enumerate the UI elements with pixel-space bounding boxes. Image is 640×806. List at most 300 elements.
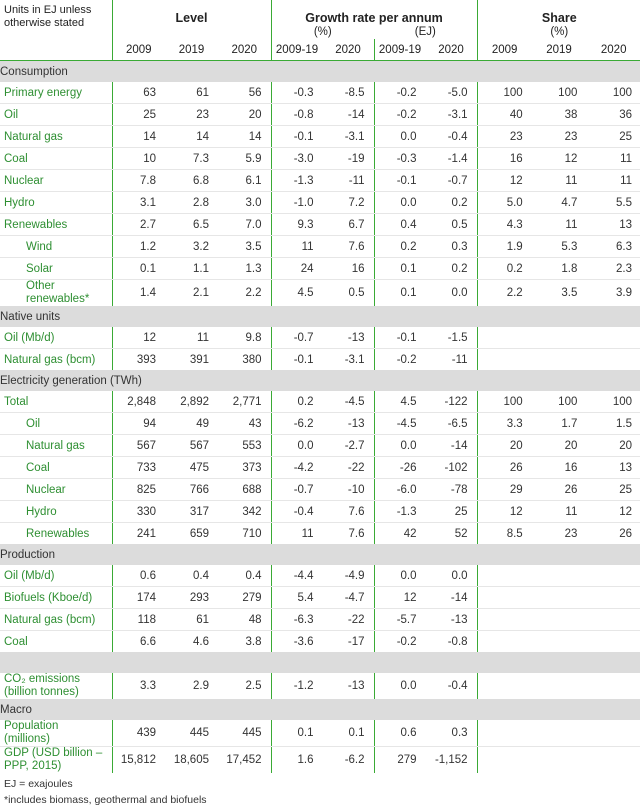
table-cell: 11 (165, 327, 218, 349)
table-cell: -3.6 (271, 631, 323, 653)
table-cell: 393 (112, 349, 165, 371)
table-cell: -0.3 (374, 148, 426, 170)
table-cell: -4.4 (271, 565, 323, 587)
table-cell: -26 (374, 457, 426, 479)
table-cell: -11 (451, 353, 468, 366)
table-cell: 825 (112, 479, 165, 501)
table-cell (532, 747, 587, 774)
table-cell: 12 (586, 501, 640, 523)
table-cell (586, 747, 640, 774)
row-label: GDP (USD billion – PPP, 2015) (4, 747, 103, 772)
row-label: Oil (Mb/d) (0, 565, 112, 587)
table-cell: 3.1 (112, 192, 165, 214)
table-cell: -5.7 (374, 609, 426, 631)
table-cell: 241 (112, 523, 165, 545)
table-cell: 25 (112, 104, 165, 126)
table-cell: -22 (323, 609, 375, 631)
table-cell: -3.1 (344, 353, 365, 366)
table-cell: 61 (165, 609, 218, 631)
table-cell: 6.5 (165, 214, 218, 236)
table-cell: 0.0 (374, 435, 426, 457)
table-cell: 1.4 (112, 280, 165, 307)
table-cell: 38 (532, 104, 587, 126)
row-label: Natural gas (bcm) (0, 609, 112, 631)
table-cell (532, 673, 587, 699)
table-cell: 100 (586, 82, 640, 104)
table-cell (477, 587, 532, 609)
units-note: Units in EJ unless otherwise stated (0, 0, 112, 61)
table-cell: 0.0 (374, 673, 426, 699)
table-cell: 1.3 (218, 258, 271, 280)
table-cell: 1.9 (477, 236, 532, 258)
table-cell (586, 349, 640, 371)
table-cell: 7.6 (323, 501, 375, 523)
table-cell: -1.3 (271, 170, 323, 192)
row-label: Primary energy (0, 82, 112, 104)
footnote-renewables: *includes biomass, geothermal and biofuels (4, 794, 207, 806)
table-cell: 0.1 (271, 720, 323, 747)
table-row (0, 457, 640, 479)
table-cell: 0.5 (348, 287, 365, 299)
table-row (0, 214, 640, 236)
table-row (0, 587, 640, 609)
table-cell: 9.3 (271, 214, 323, 236)
footnotes (0, 778, 640, 806)
growth-pct-subheader: (%) (271, 25, 374, 39)
table-cell: 373 (218, 457, 271, 479)
table-cell: 2.9 (193, 680, 209, 692)
row-label: Nuclear (0, 170, 112, 192)
table-cell: 7.3 (165, 148, 218, 170)
table-cell (532, 609, 587, 631)
table-cell: -0.7 (426, 170, 478, 192)
year-header: 2020 (586, 39, 640, 61)
table-cell (532, 565, 587, 587)
table-cell: 317 (165, 501, 218, 523)
table-cell: 100 (477, 391, 532, 413)
table-cell: -1,152 (434, 754, 468, 766)
table-cell: 710 (242, 527, 262, 540)
section-header: Electricity generation (TWh) (0, 370, 640, 391)
row-label: Biofuels (Kboe/d) (0, 587, 112, 609)
table-cell: -1.3 (374, 501, 426, 523)
table-cell: 6.6 (112, 631, 165, 653)
table-cell: -0.3 (271, 82, 323, 104)
table-cell: 3.3 (112, 673, 165, 699)
section-spacer (0, 652, 640, 673)
table-cell: -10 (323, 479, 375, 501)
row-label: Hydro (0, 192, 112, 214)
row-label: Natural gas (0, 126, 112, 148)
table-cell: 2.3 (586, 258, 640, 280)
table-cell: 2,892 (165, 391, 218, 413)
table-cell: 26 (532, 479, 587, 501)
table-row (0, 327, 640, 349)
table-cell: 25 (426, 501, 478, 523)
table-cell: 330 (112, 501, 165, 523)
table-cell: 18,605 (173, 754, 209, 766)
table-cell: -19 (323, 148, 375, 170)
table-cell: 174 (112, 587, 165, 609)
growth-header: Growth rate per annum (271, 0, 477, 25)
table-cell: -13 (323, 413, 375, 435)
table-cell (586, 609, 640, 631)
row-label: Other renewables* (26, 280, 90, 305)
table-cell: 8.5 (477, 523, 532, 545)
table-row (0, 82, 640, 104)
table-cell: -0.1 (271, 349, 323, 371)
table-cell: 733 (112, 457, 165, 479)
table-cell: -6.2 (271, 413, 323, 435)
table-cell: -1.2 (271, 673, 323, 699)
table-cell: 3.9 (616, 287, 633, 299)
table-cell: 61 (165, 82, 218, 104)
table-cell: 7.8 (112, 170, 165, 192)
table-cell: 23 (564, 527, 578, 540)
table-cell: 4.5 (271, 280, 323, 307)
table-cell: -4.9 (323, 565, 375, 587)
table-row (0, 258, 640, 280)
table-cell: 2,848 (112, 391, 165, 413)
table-cell: -6.3 (271, 609, 323, 631)
table-cell (477, 349, 532, 371)
row-label: Natural gas (0, 435, 112, 457)
table-cell: 6.3 (586, 236, 640, 258)
table-cell: -1.5 (426, 327, 478, 349)
table-cell: 2.5 (245, 680, 262, 692)
table-cell: -14 (426, 587, 478, 609)
table-row (0, 501, 640, 523)
table-cell: 279 (218, 587, 271, 609)
table-cell: 1.7 (532, 413, 587, 435)
table-cell: 13 (586, 457, 640, 479)
year-header: 2009 (112, 39, 165, 61)
table-cell: 0.2 (426, 258, 478, 280)
table-cell: 16 (532, 457, 587, 479)
table-cell: -17 (347, 635, 365, 648)
table-cell: 3.2 (165, 236, 218, 258)
table-cell: -1.0 (271, 192, 323, 214)
table-cell: 42 (374, 523, 426, 545)
table-cell (586, 327, 640, 349)
table-cell: 4.3 (477, 214, 532, 236)
table-cell: -14 (323, 104, 375, 126)
year-header: 2009-19 (374, 39, 426, 61)
table-cell: 29 (477, 479, 532, 501)
table-row (0, 126, 640, 148)
table-cell: 100 (532, 391, 587, 413)
table-cell: 43 (218, 413, 271, 435)
table-cell: 3.0 (218, 192, 271, 214)
table-cell: -13 (323, 327, 375, 349)
row-label: Coal (4, 635, 28, 648)
row-label: Solar (0, 258, 112, 280)
share-pct-subheader: (%) (477, 25, 640, 39)
table-cell: -1.4 (426, 148, 478, 170)
year-header: 2019 (165, 39, 218, 61)
table-cell (586, 631, 640, 653)
table-cell: 0.2 (271, 391, 323, 413)
table-cell: 14 (112, 126, 165, 148)
year-header: 2020 (426, 39, 478, 61)
table-cell: 0.2 (477, 258, 532, 280)
section-header: Consumption (0, 61, 640, 83)
table-cell: 2.2 (245, 287, 262, 299)
table-cell (477, 673, 532, 699)
table-cell (532, 587, 587, 609)
table-cell: 3.5 (218, 236, 271, 258)
table-cell: 11 (532, 170, 587, 192)
table-cell: 6.1 (218, 170, 271, 192)
table-cell: 475 (165, 457, 218, 479)
table-cell: 2.8 (165, 192, 218, 214)
table-cell: 49 (165, 413, 218, 435)
table-cell: 445 (218, 720, 271, 747)
table-row (0, 747, 640, 774)
table-cell: -4.2 (271, 457, 323, 479)
table-cell: 14 (165, 126, 218, 148)
table-cell: 5.3 (532, 236, 587, 258)
level-header: Level (112, 0, 271, 25)
table-cell (477, 565, 532, 587)
table-cell: 659 (189, 527, 209, 540)
table-row (0, 673, 640, 699)
footnote-ej: EJ = exajoules (4, 778, 73, 790)
table-cell: 11 (532, 501, 587, 523)
table-cell: -0.2 (374, 631, 426, 653)
table-cell: -0.4 (426, 126, 478, 148)
table-row (0, 170, 640, 192)
table-cell: 567 (112, 435, 165, 457)
table-cell: -6.2 (344, 754, 365, 766)
table-cell: -0.8 (447, 635, 468, 648)
table-cell: 20 (532, 435, 587, 457)
table-cell: 12 (477, 170, 532, 192)
table-cell (586, 673, 640, 699)
table-cell: 1.5 (586, 413, 640, 435)
table-cell: -0.7 (271, 327, 323, 349)
table-cell: 766 (165, 479, 218, 501)
table-row (0, 236, 640, 258)
table-cell (477, 609, 532, 631)
table-cell (477, 327, 532, 349)
table-cell: 6.8 (165, 170, 218, 192)
row-label: Population (millions) (0, 720, 112, 747)
table-cell: 12 (532, 148, 587, 170)
table-cell: 4.5 (374, 391, 426, 413)
table-cell (586, 587, 640, 609)
table-row (0, 609, 640, 631)
table-cell (532, 631, 587, 653)
table-cell: 36 (586, 104, 640, 126)
row-label: Renewables (0, 214, 112, 236)
row-label: Hydro (0, 501, 112, 523)
table-cell: 4.7 (532, 192, 587, 214)
table-cell: 1.2 (112, 236, 165, 258)
row-label: Coal (0, 148, 112, 170)
table-cell: 553 (218, 435, 271, 457)
table-cell: 0.4 (374, 214, 426, 236)
table-cell: 11 (271, 523, 323, 545)
table-cell: -0.4 (271, 501, 323, 523)
table-cell: 94 (112, 413, 165, 435)
table-cell (532, 349, 587, 371)
table-row (0, 565, 640, 587)
table-cell: -2.7 (323, 435, 375, 457)
table-row (0, 148, 640, 170)
table-row (0, 413, 640, 435)
table-row (0, 349, 640, 371)
table-cell: 3.8 (245, 635, 262, 648)
table-cell: 11 (586, 148, 640, 170)
year-header: 2009-19 (271, 39, 323, 61)
table-cell: 25 (586, 479, 640, 501)
table-cell: 5.0 (477, 192, 532, 214)
table-cell: -13 (347, 680, 365, 692)
table-cell: 12 (477, 501, 532, 523)
table-cell: 20 (477, 435, 532, 457)
table-row (0, 104, 640, 126)
table-row (0, 280, 640, 307)
table-cell: 0.1 (112, 258, 165, 280)
table-cell (477, 631, 532, 653)
table-cell: 293 (165, 587, 218, 609)
table-cell: -8.5 (323, 82, 375, 104)
table-cell: -3.1 (426, 104, 478, 126)
table-cell: -0.2 (374, 82, 426, 104)
table-cell: -5.0 (426, 82, 478, 104)
table-cell: 12 (112, 327, 165, 349)
table-cell: 380 (242, 353, 262, 366)
table-cell: 0.5 (426, 214, 478, 236)
table-cell (586, 720, 640, 747)
table-cell: 445 (165, 720, 218, 747)
table-cell: 5.5 (586, 192, 640, 214)
table-cell: 0.0 (374, 126, 426, 148)
table-cell: 2.7 (112, 214, 165, 236)
table-cell: 0.6 (112, 565, 165, 587)
table-cell: 11 (532, 214, 587, 236)
table-cell: 439 (112, 720, 165, 747)
table-cell: 23 (165, 104, 218, 126)
table-cell: -0.8 (271, 104, 323, 126)
table-cell: 4.6 (193, 635, 209, 648)
table-cell: 0.0 (374, 565, 426, 587)
table-cell: 24 (271, 258, 323, 280)
table-cell: 0.3 (426, 720, 478, 747)
year-header: 2020 (218, 39, 271, 61)
table-cell: -14 (426, 435, 478, 457)
table-cell: -0.1 (374, 327, 426, 349)
table-cell: 1.6 (271, 747, 323, 774)
table-cell: 10 (112, 148, 165, 170)
table-cell (477, 720, 532, 747)
table-cell: 0.4 (218, 565, 271, 587)
table-cell: 0.1 (374, 258, 426, 280)
level-subheader-empty (112, 25, 271, 39)
row-label: Oil (0, 104, 112, 126)
table-cell: 15,812 (112, 747, 165, 774)
table-cell: 9.8 (218, 327, 271, 349)
table-cell: 13 (586, 214, 640, 236)
table-cell: 2,771 (218, 391, 271, 413)
table-cell: 279 (374, 747, 426, 774)
row-label: Natural gas (bcm) (4, 353, 96, 366)
section-header: Macro (0, 699, 640, 720)
table-cell: 5.4 (271, 587, 323, 609)
table-cell: -78 (426, 479, 478, 501)
table-cell: 3.5 (561, 287, 578, 299)
table-cell: 23 (532, 126, 587, 148)
table-cell: 3.3 (477, 413, 532, 435)
table-cell: -102 (426, 457, 478, 479)
table-cell: -6.0 (374, 479, 426, 501)
share-header: Share (477, 0, 640, 25)
table-cell: -0.7 (271, 479, 323, 501)
table-cell: 16 (477, 148, 532, 170)
table-cell: 0.0 (451, 287, 468, 299)
table-cell: 100 (586, 391, 640, 413)
table-cell: 20 (586, 435, 640, 457)
table-cell: 14 (218, 126, 271, 148)
table-cell: 0.0 (374, 192, 426, 214)
table-cell: 0.2 (426, 192, 478, 214)
table-cell: 2.2 (477, 280, 532, 307)
table-cell (532, 720, 587, 747)
table-cell: 7.6 (348, 527, 365, 540)
table-cell: 0.2 (374, 236, 426, 258)
table-cell: 26 (619, 527, 633, 540)
table-cell: 52 (454, 527, 468, 540)
year-header: 2020 (323, 39, 375, 61)
table-row (0, 631, 640, 653)
table-row (0, 192, 640, 214)
table-cell: 20 (218, 104, 271, 126)
table-cell: -3.0 (271, 148, 323, 170)
table-cell: 17,452 (226, 754, 262, 766)
table-cell: -22 (323, 457, 375, 479)
table-cell: -4.5 (323, 391, 375, 413)
table-cell: 7.2 (323, 192, 375, 214)
table-cell (477, 747, 532, 774)
table-cell (532, 327, 587, 349)
table-cell: 48 (218, 609, 271, 631)
row-label: Wind (0, 236, 112, 258)
table-cell: 2.1 (193, 287, 209, 299)
year-header: 2019 (532, 39, 587, 61)
table-cell: 0.0 (426, 565, 478, 587)
table-cell: 12 (374, 587, 426, 609)
table-cell: 0.1 (374, 280, 426, 307)
table-row (0, 435, 640, 457)
table-cell: 0.3 (426, 236, 478, 258)
table-cell: -0.1 (374, 170, 426, 192)
table-cell: 5.9 (218, 148, 271, 170)
section-header: Production (0, 544, 640, 565)
table-row (0, 391, 640, 413)
table-cell: -4.7 (323, 587, 375, 609)
table-cell: 56 (218, 82, 271, 104)
table-row (0, 523, 640, 545)
table-cell: 23 (477, 126, 532, 148)
table-cell: 567 (165, 435, 218, 457)
section-header: Native units (0, 306, 640, 327)
table-cell: 1.1 (165, 258, 218, 280)
table-cell: 118 (112, 609, 165, 631)
table-cell: 391 (189, 353, 209, 366)
table-cell: 7.0 (218, 214, 271, 236)
row-label: Total (0, 391, 112, 413)
